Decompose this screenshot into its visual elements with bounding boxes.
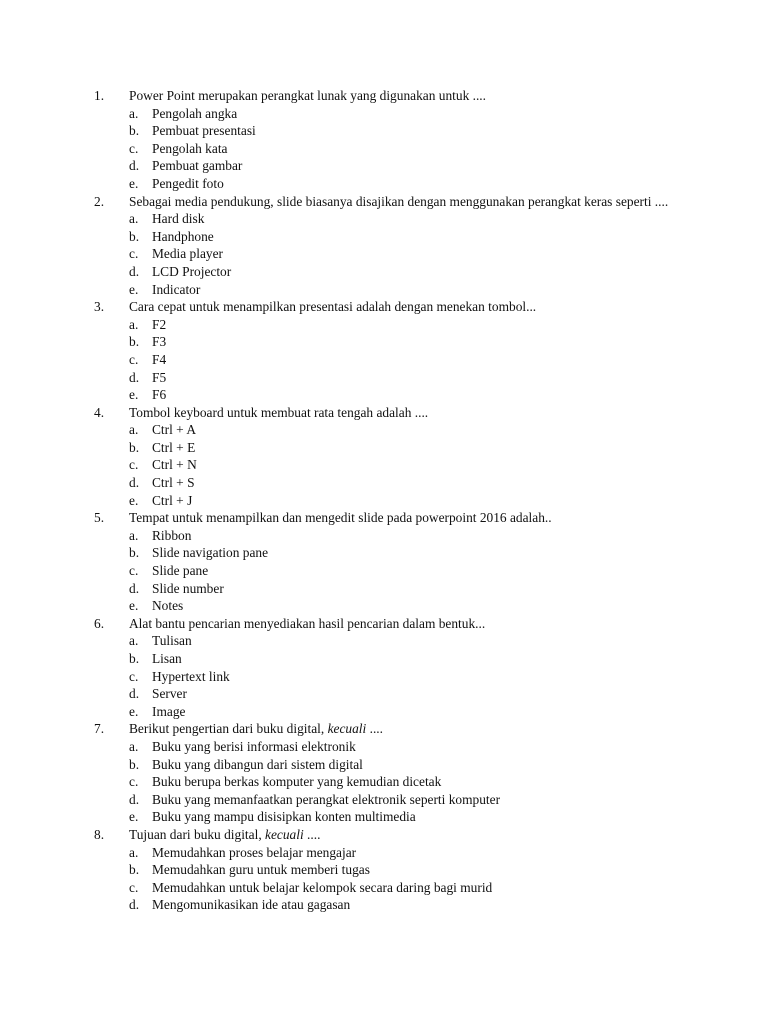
option-letter: a. bbox=[129, 422, 139, 438]
option-letter: d. bbox=[129, 897, 140, 913]
option-text: Slide pane bbox=[152, 563, 209, 579]
question-row bbox=[94, 193, 694, 211]
option-text: F3 bbox=[152, 334, 167, 350]
question-text: Alat bantu pencarian menyediakan hasil pencarian dalam bentuk... bbox=[129, 615, 486, 631]
option-letter: a. bbox=[129, 738, 139, 754]
question-text-prefix: Tujuan dari buku digital, bbox=[129, 826, 266, 842]
option-text: Server bbox=[152, 686, 187, 702]
question-1 bbox=[94, 87, 694, 193]
option-letter: d. bbox=[129, 369, 140, 385]
option-letter: c. bbox=[129, 351, 139, 367]
option-item bbox=[94, 439, 694, 457]
question-text bbox=[129, 826, 694, 844]
question-row bbox=[94, 615, 694, 633]
option-text: Memudahkan proses belajar mengajar bbox=[152, 844, 357, 860]
question-text: Cara cepat untuk menampilkan presentasi adalah dengan menekan tombol... bbox=[129, 299, 537, 315]
question-row bbox=[94, 404, 694, 422]
option-letter: a. bbox=[129, 633, 139, 649]
option-text: Buku yang memanfaatkan perangkat elektronik seperti komputer bbox=[152, 791, 501, 807]
option-letter: a. bbox=[129, 105, 139, 121]
option-letter: d. bbox=[129, 263, 140, 279]
question-list bbox=[94, 87, 694, 914]
option-item bbox=[94, 316, 694, 334]
option-text: Ctrl + A bbox=[152, 422, 197, 438]
question-text-suffix: .... bbox=[303, 826, 321, 842]
option-item bbox=[94, 580, 694, 598]
option-item bbox=[94, 263, 694, 281]
option-letter: e. bbox=[129, 703, 139, 719]
option-letter: b. bbox=[129, 545, 140, 561]
option-text: Buku yang dibangun dari sistem digital bbox=[152, 756, 363, 772]
option-text: Pengolah kata bbox=[152, 140, 228, 156]
option-text: Lisan bbox=[152, 651, 182, 666]
question-3 bbox=[94, 298, 694, 404]
option-text: Tulisan bbox=[152, 633, 192, 649]
option-item bbox=[94, 456, 694, 474]
option-letter: c. bbox=[129, 668, 139, 684]
option-letter: d. bbox=[129, 791, 140, 807]
option-text: Hard disk bbox=[152, 211, 205, 227]
option-item bbox=[94, 896, 694, 914]
option-item bbox=[94, 245, 694, 263]
question-4 bbox=[94, 404, 694, 510]
option-letter: a. bbox=[129, 527, 139, 543]
option-item bbox=[94, 369, 694, 387]
question-row bbox=[94, 87, 694, 105]
option-item bbox=[94, 703, 694, 721]
option-item bbox=[94, 333, 694, 351]
question-text: Tombol keyboard untuk membuat rata tengah adalah .... bbox=[129, 404, 429, 420]
option-item bbox=[94, 773, 694, 791]
option-text: Ribbon bbox=[152, 527, 192, 543]
option-letter: b. bbox=[129, 862, 140, 878]
option-text: Media player bbox=[152, 246, 224, 262]
option-letter: b. bbox=[129, 756, 140, 772]
option-text: Buku berupa berkas komputer yang kemudian dicetak bbox=[152, 774, 442, 790]
option-letter: b. bbox=[129, 123, 140, 139]
question-5 bbox=[94, 509, 694, 615]
option-letter: a. bbox=[129, 844, 139, 860]
option-text: Pembuat gambar bbox=[152, 158, 243, 174]
option-letter: c. bbox=[129, 563, 139, 579]
option-text: Slide number bbox=[152, 580, 224, 596]
question-6 bbox=[94, 615, 694, 721]
question-number: 3. bbox=[94, 299, 105, 315]
option-letter: e. bbox=[129, 175, 139, 191]
option-letter: c. bbox=[129, 879, 139, 895]
option-text: F4 bbox=[152, 351, 167, 367]
option-item bbox=[94, 492, 694, 510]
option-item bbox=[94, 808, 694, 826]
question-number: 1. bbox=[94, 88, 105, 103]
option-text: Pengedit foto bbox=[152, 175, 224, 191]
option-text: Mengomunikasikan ide atau gagasan bbox=[152, 897, 351, 913]
option-text: Ctrl + S bbox=[152, 475, 195, 491]
question-row bbox=[94, 826, 694, 844]
option-letter: c. bbox=[129, 457, 139, 473]
option-item bbox=[94, 738, 694, 756]
option-letter: d. bbox=[129, 580, 140, 596]
option-item bbox=[94, 281, 694, 299]
option-item bbox=[94, 474, 694, 492]
option-text: Buku yang mampu disisipkan konten multimedia bbox=[152, 809, 416, 825]
option-item bbox=[94, 597, 694, 615]
option-text: Pengolah angka bbox=[152, 105, 238, 121]
question-number: 4. bbox=[94, 404, 105, 420]
question-text-prefix: Berikut pengertian dari buku digital, bbox=[129, 721, 328, 737]
option-text: Image bbox=[152, 703, 186, 719]
option-item bbox=[94, 632, 694, 650]
question-text-emphasis: kecuali bbox=[327, 721, 367, 737]
option-item bbox=[94, 668, 694, 686]
option-letter: c. bbox=[129, 774, 139, 790]
option-item bbox=[94, 844, 694, 862]
option-letter: a. bbox=[129, 316, 139, 332]
question-text-emphasis: kecuali bbox=[265, 826, 304, 842]
option-item bbox=[94, 105, 694, 123]
question-text: Sebagai media pendukung, slide biasanya disajikan dengan menggunakan perangkat keras seperti .... bbox=[129, 193, 669, 209]
option-letter: c. bbox=[129, 246, 139, 262]
option-letter: e. bbox=[129, 387, 139, 403]
question-text: Power Point merupakan perangkat lunak yang digunakan untuk .... bbox=[129, 88, 487, 103]
option-text: Memudahkan guru untuk memberi tugas bbox=[152, 862, 370, 878]
option-item bbox=[94, 228, 694, 246]
question-row bbox=[94, 509, 694, 527]
question-7 bbox=[94, 720, 694, 826]
question-row bbox=[94, 298, 694, 316]
option-item bbox=[94, 527, 694, 545]
question-8 bbox=[94, 826, 694, 914]
option-text: F5 bbox=[152, 369, 167, 385]
option-letter: e. bbox=[129, 281, 139, 297]
option-item bbox=[94, 122, 694, 140]
option-item bbox=[94, 175, 694, 193]
option-text: Handphone bbox=[152, 228, 214, 244]
option-item bbox=[94, 562, 694, 580]
question-2 bbox=[94, 193, 694, 299]
option-item bbox=[94, 861, 694, 879]
option-item bbox=[94, 756, 694, 774]
option-item bbox=[94, 879, 694, 897]
option-text: Hypertext link bbox=[152, 668, 230, 684]
option-text: Ctrl + J bbox=[152, 492, 193, 508]
option-item bbox=[94, 544, 694, 562]
question-number: 2. bbox=[94, 193, 105, 209]
question-text-suffix: .... bbox=[366, 721, 383, 737]
option-text: Indicator bbox=[152, 281, 201, 297]
option-text: Memudahkan untuk belajar kelompok secara daring bagi murid bbox=[152, 879, 493, 895]
option-letter: b. bbox=[129, 334, 140, 350]
option-text: F6 bbox=[152, 387, 167, 403]
option-text: Ctrl + N bbox=[152, 457, 197, 473]
option-item bbox=[94, 791, 694, 809]
option-letter: e. bbox=[129, 809, 139, 825]
option-letter: d. bbox=[129, 475, 140, 491]
question-number: 6. bbox=[94, 615, 105, 631]
question-row bbox=[94, 720, 694, 738]
option-item bbox=[94, 351, 694, 369]
option-letter: b. bbox=[129, 228, 140, 244]
option-item bbox=[94, 386, 694, 404]
option-letter: d. bbox=[129, 158, 140, 174]
option-text: F2 bbox=[152, 316, 167, 332]
option-text: Slide navigation pane bbox=[152, 545, 269, 561]
option-letter: d. bbox=[129, 686, 140, 702]
option-item bbox=[94, 650, 694, 668]
option-text: LCD Projector bbox=[152, 263, 232, 279]
option-text: Notes bbox=[152, 598, 184, 614]
option-text: Buku yang berisi informasi elektronik bbox=[152, 738, 356, 754]
option-item bbox=[94, 140, 694, 158]
question-number: 5. bbox=[94, 510, 105, 526]
question-number: 8. bbox=[94, 826, 105, 842]
option-letter: e. bbox=[129, 598, 139, 614]
option-letter: b. bbox=[129, 439, 140, 455]
option-letter: b. bbox=[129, 651, 140, 666]
option-letter: e. bbox=[129, 492, 139, 508]
option-letter: a. bbox=[129, 211, 139, 227]
option-text: Ctrl + E bbox=[152, 439, 196, 455]
option-text: Pembuat presentasi bbox=[152, 123, 256, 139]
option-item bbox=[94, 685, 694, 703]
option-item bbox=[94, 421, 694, 439]
question-number: 7. bbox=[94, 721, 105, 737]
question-text bbox=[129, 720, 694, 738]
option-item bbox=[94, 210, 694, 228]
option-letter: c. bbox=[129, 140, 139, 156]
question-text: Tempat untuk menampilkan dan mengedit slide pada powerpoint 2016 adalah.. bbox=[129, 510, 552, 526]
option-item bbox=[94, 157, 694, 175]
